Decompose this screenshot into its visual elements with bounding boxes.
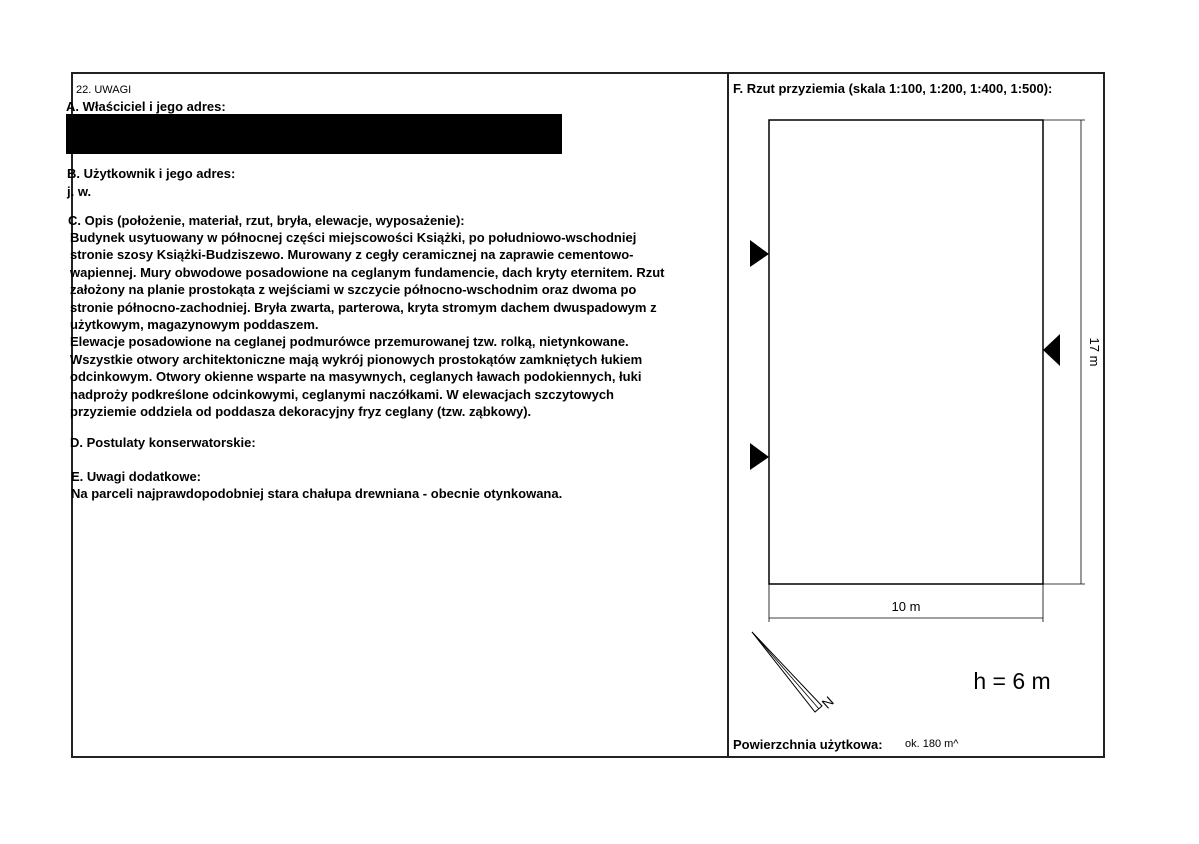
owner-heading: A. Właściciel i jego adres: [66, 99, 226, 114]
user-value: j. w. [67, 184, 92, 199]
height-label: h = 6 m [973, 668, 1051, 694]
section-number: 22. UWAGI [76, 84, 132, 96]
entrance-arrow-west-lower [750, 443, 769, 470]
length-label: 17 m [1087, 337, 1102, 367]
description-line: przyziemie oddziela od poddasza dekoracyjny fryz ceglany (tzw. ząbkowy). [70, 404, 532, 420]
area-label: Powierzchnia użytkowa: [733, 737, 883, 752]
area-value: ok. 180 m^ [905, 738, 959, 750]
description-line: wapiennej. Mury obwodowe posadowione na ceglanym fundamencie, dach kryty eternitem. Rzut [70, 264, 665, 280]
additional-notes-heading: E. Uwagi dodatkowe: [71, 469, 202, 484]
description-line: Budynek usytuowany w północnej części miejscowości Książki, po południowo-wschodniej [70, 230, 637, 245]
description-line: użytkowym, magazynowym poddaszem. [70, 317, 319, 333]
building-outline [769, 120, 1043, 584]
width-label: 10 m [891, 599, 921, 614]
north-label: N [818, 692, 837, 712]
description-heading: C. Opis (położenie, materiał, rzut, bryła, elewacje, wyposażenie): [68, 213, 465, 228]
conservation-heading: D. Postulaty konserwatorskie: [70, 435, 256, 450]
entrance-arrow-east [1043, 334, 1060, 366]
description-line: odcinkowym. Otwory okienne wsparte na masywnych, ceglanych ławach podokiennych, łuki [70, 369, 642, 385]
user-heading: B. Użytkownik i jego adres: [67, 166, 236, 181]
description-line: założony na planie prostokąta z wejściami w szczycie północno-wschodnim oraz dwoma po [70, 282, 637, 298]
description-line: Wszystkie otwory architektoniczne mają wykrój pionowych prostokątów zamkniętych łukiem [70, 351, 643, 367]
additional-notes-value: Na parceli najprawdopodobniej stara chałupa drewniana - obecnie otynkowana. [71, 486, 563, 501]
north-arrow-axis [752, 632, 819, 709]
description-line: Elewacje posadowione na ceglanej podmurówce przemurowanej tzw. rolką, nietynkowane. [70, 334, 629, 350]
entrance-arrow-west-upper [750, 240, 769, 267]
floor-plan-heading: F. Rzut przyziemia (skala 1:100, 1:200, 1:400, 1:500): [733, 81, 1053, 96]
description-line: stronie północno-zachodniej. Bryła zwarta, parterowa, kryta stromym dachem dwuspadowym z [70, 299, 657, 315]
description-line: stronie szosy Książki-Budziszewo. Murowany z cegły ceramicznej na zaprawie cementowo- [70, 247, 634, 263]
description-line: nadproży podkreślone odcinkowymi, ceglanymi naczółkami. W elewacjach szczytowych [70, 386, 615, 402]
